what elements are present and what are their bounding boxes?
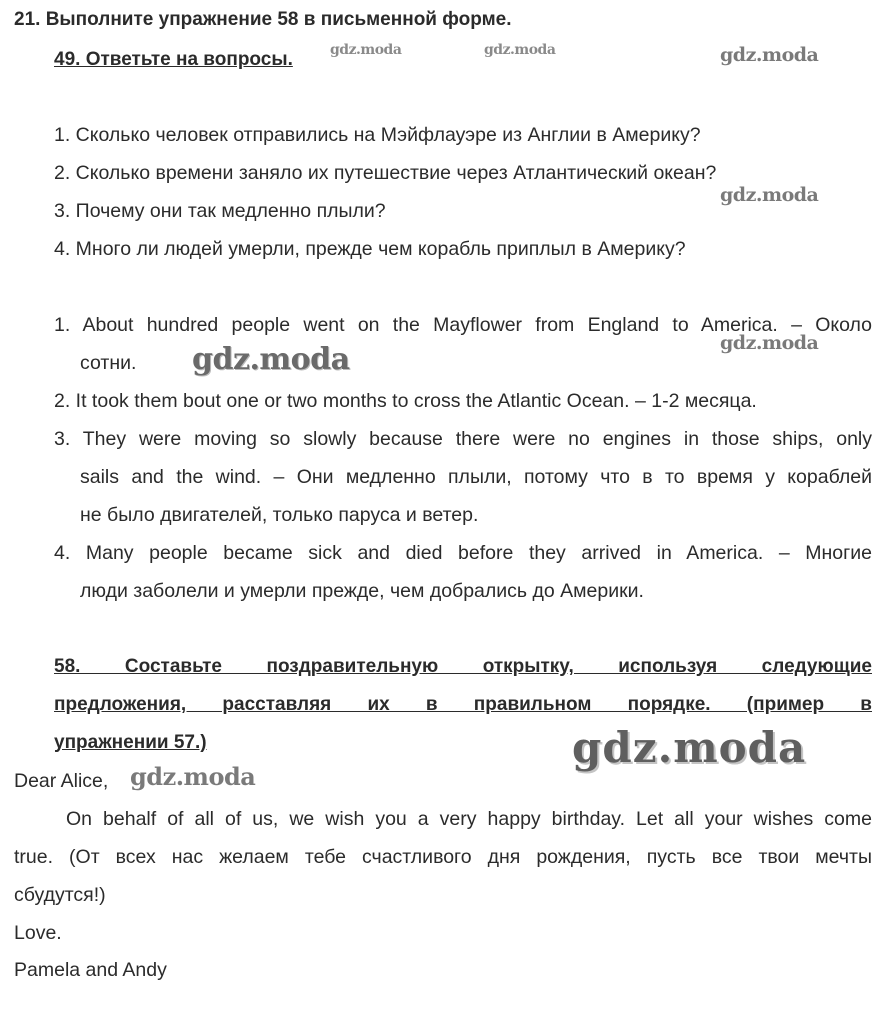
letter-body-line-2: true. (От всех нас желаем тебе счастливого дня рождения, пусть все твои мечты xyxy=(14,846,872,868)
watermark: gdz.moda xyxy=(192,342,350,377)
task-heading: 21. Выполните упражнение 58 в письменной форме. xyxy=(14,9,512,30)
letter-body-line-3: сбудутся!) xyxy=(14,884,106,906)
letter-closing: Love. xyxy=(14,922,62,944)
answer-4-line-2: люди заболели и умерли прежде, чем добрались до Америки. xyxy=(80,580,644,602)
question-2: 2. Сколько времени заняло их путешествие через Атлантический океан? xyxy=(54,162,717,184)
question-3: 3. Почему они так медленно плыли? xyxy=(54,200,386,222)
watermark: gdz.moda xyxy=(572,723,807,772)
exercise-58-heading-line-3: упражнении 57.) xyxy=(54,732,207,753)
answer-1-line-1: 1. About hundred people went on the Mayflower from England to America. – Около xyxy=(54,314,872,336)
answer-3-line-2: sails and the wind. – Они медленно плыли, потому что в то время у кораблей xyxy=(80,466,872,488)
answer-4-line-1: 4. Many people became sick and died before they arrived in America. – Многие xyxy=(54,542,872,564)
watermark: gdz.moda xyxy=(720,44,819,66)
letter-signature: Pamela and Andy xyxy=(14,959,167,981)
letter-body-line-1: On behalf of all of us, we wish you a very happy birthday. Let all your wishes come xyxy=(66,808,872,830)
watermark: gdz.moda xyxy=(330,42,402,58)
answer-3-line-1: 3. They were moving so slowly because there were no engines in those ships, only xyxy=(54,428,872,450)
question-4: 4. Много ли людей умерли, прежде чем корабль приплыл в Америку? xyxy=(54,238,686,260)
watermark: gdz.moda xyxy=(130,762,256,791)
letter-greeting: Dear Alice, xyxy=(14,770,109,792)
watermark: gdz.moda xyxy=(720,332,819,354)
answer-3-line-3: не было двигателей, только паруса и ветер. xyxy=(80,504,479,526)
exercise-49-heading: 49. Ответьте на вопросы. xyxy=(54,49,293,70)
exercise-58-heading-line-2: предложения, расставляя их в правильном порядке. (пример в xyxy=(54,694,872,715)
exercise-58-heading-line-1: 58. Составьте поздравительную открытку, используя следующие xyxy=(54,656,872,677)
answer-2: 2. It took them bout one or two months to cross the Atlantic Ocean. – 1-2 месяца. xyxy=(54,390,757,412)
watermark: gdz.moda xyxy=(484,42,556,58)
question-1: 1. Сколько человек отправились на Мэйфлауэре из Англии в Америку? xyxy=(54,124,701,146)
watermark: gdz.moda xyxy=(720,184,819,206)
answer-1-line-2: сотни. xyxy=(80,352,137,374)
